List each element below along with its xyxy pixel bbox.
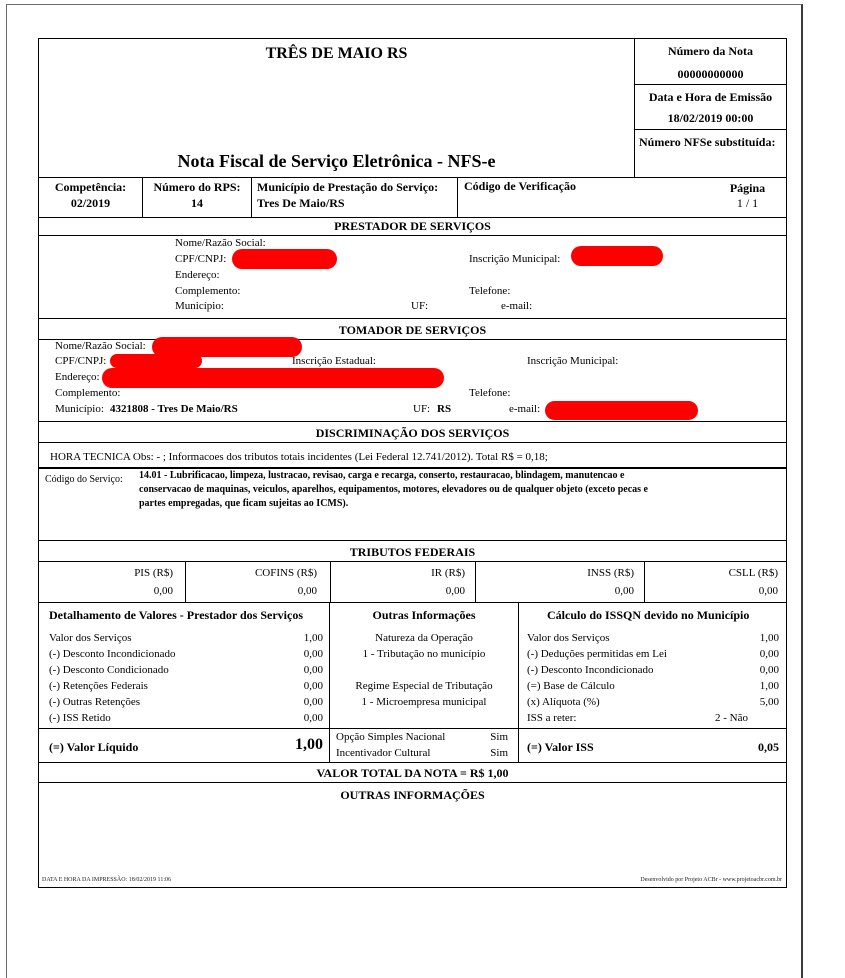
detalhamento-row-label: Valor dos Serviços xyxy=(49,632,132,644)
issqn-row-label: (=) Base de Cálculo xyxy=(527,680,615,692)
divider xyxy=(39,467,786,469)
iss-reter-label: ISS a reter: xyxy=(527,712,577,724)
divider xyxy=(39,217,786,218)
tomador-nome-label: Nome/Razão Social: xyxy=(55,340,146,352)
divider xyxy=(39,318,786,319)
detalhamento-row-value: 0,00 xyxy=(303,664,323,676)
valor-iss-value: 0,05 xyxy=(758,740,779,754)
valor-total: VALOR TOTAL DA NOTA = R$ 1,00 xyxy=(316,766,509,780)
tomador-title: TOMADOR DE SERVIÇOS xyxy=(338,323,487,337)
emissao-label: Data e Hora de Emissão xyxy=(648,90,773,104)
substituida-label: Número NFSe substituída: xyxy=(639,135,776,149)
redaction-mark xyxy=(232,249,337,269)
issqn-row-label: Valor dos Serviços xyxy=(527,632,610,644)
tributo-label: PIS (R$) xyxy=(134,567,173,579)
municipio-prestacao-label: Município de Prestação do Serviço: xyxy=(257,180,439,194)
detalhamento-row-value: 1,00 xyxy=(303,632,323,644)
redaction-mark xyxy=(102,368,444,388)
tributos-title: TRIBUTOS FEDERAIS xyxy=(349,545,476,559)
numero-nota-label: Número da Nota xyxy=(667,44,754,58)
simples-label: Opção Simples Nacional xyxy=(336,731,446,743)
impressao-timestamp: DATA E HORA DA IMPRESSÃO: 18/02/2019 11:06 xyxy=(42,877,171,883)
issqn-row-value: 0,00 xyxy=(759,664,779,676)
tomador-inscricao-municipal-label: Inscrição Municipal: xyxy=(527,355,619,367)
divider xyxy=(635,84,786,85)
divider xyxy=(39,762,786,763)
detalhamento-row-label: (-) Outras Retenções xyxy=(49,696,141,708)
codigo-servico-label: Código do Serviço: xyxy=(45,474,123,485)
document-page xyxy=(6,4,803,978)
municipio-prestacao-value: Tres De Maio/RS xyxy=(257,196,345,210)
incentivador-label: Incentivador Cultural xyxy=(336,747,431,759)
detalhamento-row-label: (-) ISS Retido xyxy=(49,712,111,724)
redaction-mark xyxy=(110,354,202,368)
tributo-value: 0,00 xyxy=(297,585,317,597)
issqn-row-label: (-) Desconto Incondicionado xyxy=(527,664,654,676)
verificacao-label: Código de Verificação xyxy=(464,179,576,193)
codigo-servico-line: 14.01 - Lubrificacao, limpeza, lustracao, revisao, carga e recarga, conserto, restauracao, blindagem, manutencao e xyxy=(139,470,625,481)
divider xyxy=(518,602,519,762)
tomador-municipio-value: 4321808 - Tres De Maio/RS xyxy=(110,403,238,415)
tributo-value: 0,00 xyxy=(153,585,173,597)
detalhamento-row-value: 0,00 xyxy=(303,648,323,660)
prestador-endereco-label: Endereço: xyxy=(175,269,220,281)
detalhamento-row-label: (-) Retenções Federais xyxy=(49,680,148,692)
municipality-title: TRÊS DE MAIO RS xyxy=(265,45,408,62)
nfse-document xyxy=(38,38,787,888)
issqn-row-label: (-) Deduções permitidas em Lei xyxy=(527,648,667,660)
prestador-municipio-label: Município: xyxy=(175,300,224,312)
discriminacao-title: DISCRIMINAÇÃO DOS SERVIÇOS xyxy=(315,426,510,440)
tributo-value: 0,00 xyxy=(758,585,778,597)
tributo-label: COFINS (R$) xyxy=(254,567,317,579)
divider xyxy=(251,177,252,217)
detalhamento-row-label: (-) Desconto Condicionado xyxy=(49,664,169,676)
tomador-municipio-label: Município: xyxy=(55,403,104,415)
prestador-cpf-label: CPF/CNPJ: xyxy=(175,253,227,265)
tomador-cpf-label: CPF/CNPJ: xyxy=(55,355,107,367)
tomador-uf-label: UF: xyxy=(413,403,431,415)
detalhamento-row-value: 0,00 xyxy=(303,696,323,708)
divider xyxy=(39,602,786,603)
redaction-mark xyxy=(545,401,698,420)
divider xyxy=(635,129,786,130)
discriminacao-text: HORA TECNICA Obs: - ; Informacoes dos tributos totais incidentes (Lei Federal 12.741/2012). Total R$ = 0,18; xyxy=(50,451,548,463)
outras-title: Outras Informações xyxy=(372,608,476,622)
iss-reter-value: 2 - Não xyxy=(715,712,748,724)
outras-informacoes-title: OUTRAS INFORMAÇÕES xyxy=(340,788,485,802)
rps-label: Número do RPS: xyxy=(153,180,241,194)
competencia-value: 02/2019 xyxy=(70,196,111,210)
tomador-inscricao-estadual-label: Inscrição Estadual: xyxy=(292,355,376,367)
valor-liquido-value: 1,00 xyxy=(295,736,323,753)
natureza-label: Natureza da Operação xyxy=(375,632,473,644)
document-title: Nota Fiscal de Serviço Eletrônica - NFS-e xyxy=(177,151,496,171)
issqn-row-value: 1,00 xyxy=(759,632,779,644)
natureza-value: 1 - Tributação no município xyxy=(362,648,486,660)
valor-iss-label: (=) Valor ISS xyxy=(527,740,594,754)
regime-value: 1 - Microempresa municipal xyxy=(361,696,487,708)
prestador-uf-label: UF: xyxy=(411,300,429,312)
tomador-uf-value: RS xyxy=(437,403,452,415)
tributo-label: IR (R$) xyxy=(431,567,465,579)
detalhamento-row-value: 0,00 xyxy=(303,712,323,724)
tributo-value: 0,00 xyxy=(445,585,465,597)
regime-label: Regime Especial de Tributação xyxy=(355,680,493,692)
prestador-complemento-label: Complemento: xyxy=(175,285,241,297)
competencia-label: Competência: xyxy=(54,180,127,194)
emissao-value: 18/02/2019 00:00 xyxy=(667,111,754,125)
divider xyxy=(39,442,786,443)
simples-value: Sim xyxy=(490,731,508,743)
numero-nota-value: 00000000000 xyxy=(677,67,744,81)
prestador-title: PRESTADOR DE SERVIÇOS xyxy=(334,219,491,233)
codigo-servico-line: conservacao de maquinas, veiculos, aparelhos, equipamentos, motores, elevadores ou de qualquer objeto (exceto pecas e xyxy=(139,484,648,495)
prestador-telefone-label: Telefone: xyxy=(469,285,511,297)
codigo-servico-line: partes empregadas, que ficam sujeitas ao ICMS). xyxy=(139,498,349,509)
tomador-complemento-label: Complemento: xyxy=(55,387,121,399)
divider xyxy=(39,339,786,340)
prestador-email-label: e-mail: xyxy=(501,300,533,312)
pagina-value: 1 / 1 xyxy=(736,196,759,210)
issqn-row-label: (x) Alíquota (%) xyxy=(527,696,600,708)
divider xyxy=(39,782,786,783)
issqn-title: Cálculo do ISSQN devido no Município xyxy=(547,608,750,622)
redaction-mark xyxy=(571,246,663,266)
tomador-email-label: e-mail: xyxy=(509,403,541,415)
divider xyxy=(39,540,786,541)
tributo-label: INSS (R$) xyxy=(587,567,634,579)
divider xyxy=(39,177,786,178)
prestador-inscricao-municipal-label: Inscrição Municipal: xyxy=(469,253,561,265)
tomador-telefone-label: Telefone: xyxy=(469,387,511,399)
divider xyxy=(457,177,458,217)
detalhamento-row-value: 0,00 xyxy=(303,680,323,692)
desenvolvido-por: Desenvolvido por Projeto ACBr - www.projetoacbr.com.br xyxy=(640,877,782,883)
viewer-background xyxy=(805,0,845,978)
divider xyxy=(39,728,786,729)
divider xyxy=(39,421,786,422)
divider xyxy=(39,561,786,562)
issqn-row-value: 1,00 xyxy=(759,680,779,692)
divider xyxy=(39,235,786,236)
detalhamento-title: Detalhamento de Valores - Prestador dos Serviços xyxy=(49,608,303,622)
detalhamento-row-label: (-) Desconto Incondicionado xyxy=(49,648,176,660)
header-divider xyxy=(634,39,635,177)
incentivador-value: Sim xyxy=(490,747,508,759)
tributo-label: CSLL (R$) xyxy=(728,567,778,579)
tributo-value: 0,00 xyxy=(614,585,634,597)
pagina-label: Página xyxy=(729,181,766,195)
issqn-row-value: 0,00 xyxy=(759,648,779,660)
prestador-nome-label: Nome/Razão Social: xyxy=(175,237,266,249)
issqn-row-value: 5,00 xyxy=(759,696,779,708)
tomador-endereco-label: Endereço: xyxy=(55,371,100,383)
valor-liquido-label: (=) Valor Líquido xyxy=(49,740,139,754)
rps-value: 14 xyxy=(191,196,203,210)
